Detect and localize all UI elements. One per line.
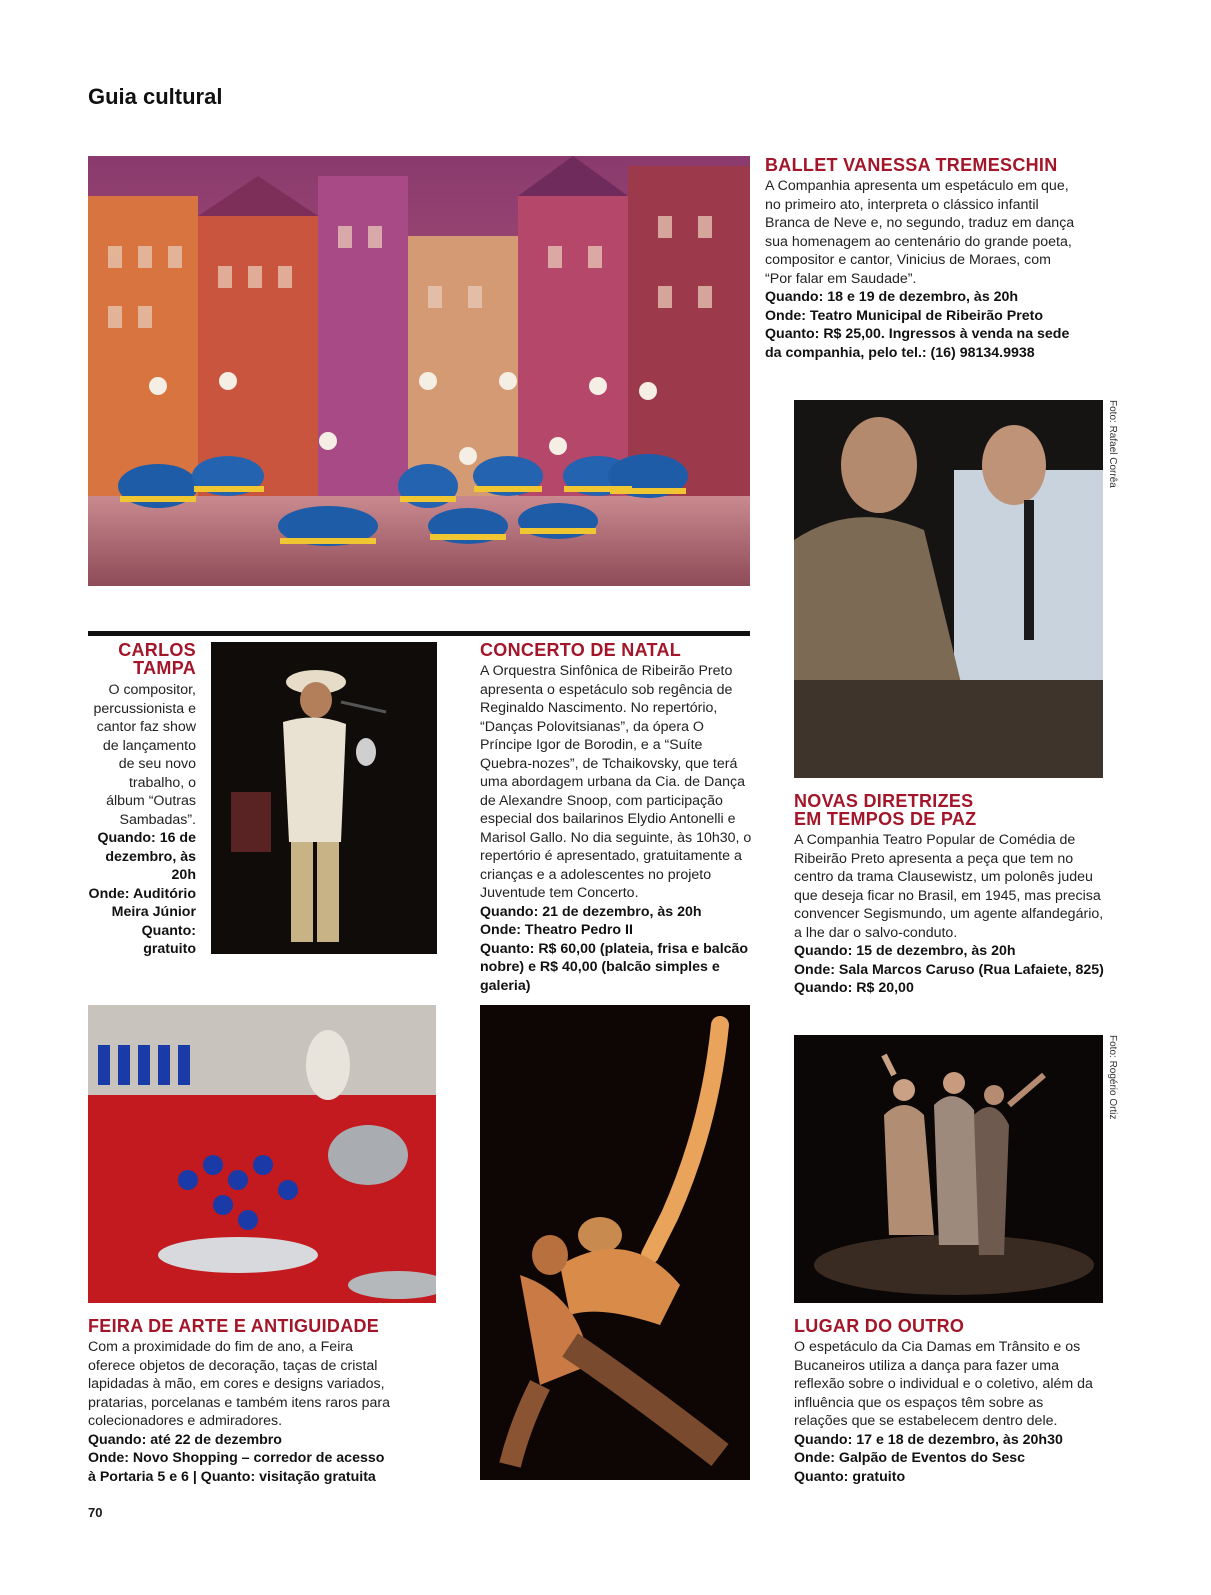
concerto-where: Onde: Theatro Pedro II [480, 922, 633, 938]
carlos-when: Quando: 16 de dezembro, às 20h [97, 830, 196, 883]
lugar-article [794, 1317, 1099, 1486]
feira-photo [88, 1005, 436, 1303]
feira-where: Onde: Novo Shopping – corredor de acesso à Portaria 5 e 6 | Quanto: visitação gratuita [88, 1450, 385, 1485]
carlos-tampa-photo [211, 642, 437, 954]
section-title: Guia cultural [88, 84, 223, 109]
novas-title-line1: NOVAS DIRETRIZES [794, 791, 974, 811]
lugar-where: Onde: Galpão de Eventos do Sesc [794, 1450, 1025, 1466]
ballet-body: A Companhia apresenta um espetáculo em que, no primeiro ato, interpreta o clássico infantil Branca de Neve e, no segundo, traduz em dança sua homenagem ao centenário do grande poeta, compositor e cantor, Vinicius de Moraes, com “Por falar em Saudade”. [765, 178, 1075, 287]
lugar-photo [794, 1035, 1103, 1303]
section-divider [88, 631, 750, 636]
lugar-body: O espetáculo da Cia Damas em Trânsito e os Bucaneiros utiliza a dança para fazer uma reflexão sobre o individual e o coletivo, além da influência que os espaços têm sobre as relações que se estabelecem dentro dele. [794, 1339, 1093, 1429]
novas-title-line2: EM TEMPOS DE PAZ [794, 809, 977, 829]
novas-photo-credit: Foto: Rafael Corrêa [1107, 400, 1118, 488]
ballet-when: Quando: 18 e 19 de dezembro, às 20h [765, 289, 1019, 305]
concerto-title: CONCERTO DE NATAL [480, 640, 682, 660]
ballet-title: BALLET VANESSA TREMESCHIN [765, 155, 1058, 175]
novas-price: Quando: R$ 20,00 [794, 980, 914, 996]
novas-body: A Companhia Teatro Popular de Comédia de Ribeirão Preto apresenta a peça que tem no centro da trama Clausewistz, um polonês judeu que deseja ficar no Brasil, em 1945, mas precisa convencer Segismundo, um agente alfandegário, a lhe dar o salvo-conduto. [794, 832, 1104, 941]
carlos-title-line2: TAMPA [133, 658, 196, 678]
concerto-price: Quanto: R$ 60,00 (plateia, frisa e balcão nobre) e R$ 40,00 (balcão simples e galeria) [480, 940, 749, 994]
ballet-photo [88, 156, 750, 586]
concerto-dance-photo [480, 1005, 750, 1480]
concerto-article [480, 641, 758, 995]
carlos-title-line1: CARLOS [118, 640, 196, 660]
carlos-body: O compositor, percussionista e cantor faz show de lançamento de seu novo trabalho, o álbum “Outras Sambadas”. [93, 682, 196, 828]
feira-when: Quando: até 22 de dezembro [88, 1431, 282, 1448]
feira-body: Com a proximidade do fim de ano, a Feira oferece objetos de decoração, taças de cristal lapidadas à mão, em cores e designs variados, pratarias, porcelanas e também itens raros para colecionadores e admiradores. [88, 1339, 391, 1429]
carlos-price: Quanto: gratuito [141, 922, 196, 957]
concerto-body: A Orquestra Sinfônica de Ribeirão Preto apresenta o espetáculo sob regência de Reginaldo Nascimento. No repertório, “Danças Polovitsianas”, da ópera O Príncipe Igor de Borodin, e a “Suíte Quebra-nozes”, de Tchaikovsky, que terá uma abordagem urbana da Cia. de Dança de Alexandre Snoop, com participação especial dos bailarinos Elydio Antonelli e Marisol Gallo. No dia seguinte, às 10h30, o repertório é apresentado, gratuitamente a crianças e a adolescentes no projeto Juventude tem Concerto. [480, 663, 752, 901]
novas-where: Onde: Sala Marcos Caruso (Rua Lafaiete, 825) [794, 961, 1104, 978]
ballet-where: Onde: Teatro Municipal de Ribeirão Preto [765, 307, 1044, 324]
carlos-where: Onde: Auditório Meira Júnior [88, 885, 196, 920]
novas-diretrizes-photo [794, 400, 1103, 778]
ballet-article [765, 156, 1080, 362]
lugar-title: LUGAR DO OUTRO [794, 1316, 965, 1336]
page-number: 70 [88, 1505, 103, 1520]
concerto-when: Quando: 21 de dezembro, às 20h [480, 903, 702, 920]
feira-title: FEIRA DE ARTE E ANTIGUIDADE [88, 1316, 380, 1336]
lugar-photo-credit: Foto: Rogério Ortiz [1107, 1035, 1118, 1120]
ballet-price: Quanto: R$ 25,00. Ingressos à venda na sede da companhia, pelo tel.: (16) 98134.9938 [765, 326, 1070, 361]
novas-article [794, 792, 1112, 998]
novas-when: Quando: 15 de dezembro, às 20h [794, 943, 1016, 959]
lugar-price: Quanto: gratuito [794, 1468, 906, 1485]
feira-article [88, 1317, 393, 1486]
lugar-when: Quando: 17 e 18 de dezembro, às 20h30 [794, 1431, 1063, 1448]
carlos-article [88, 641, 196, 959]
